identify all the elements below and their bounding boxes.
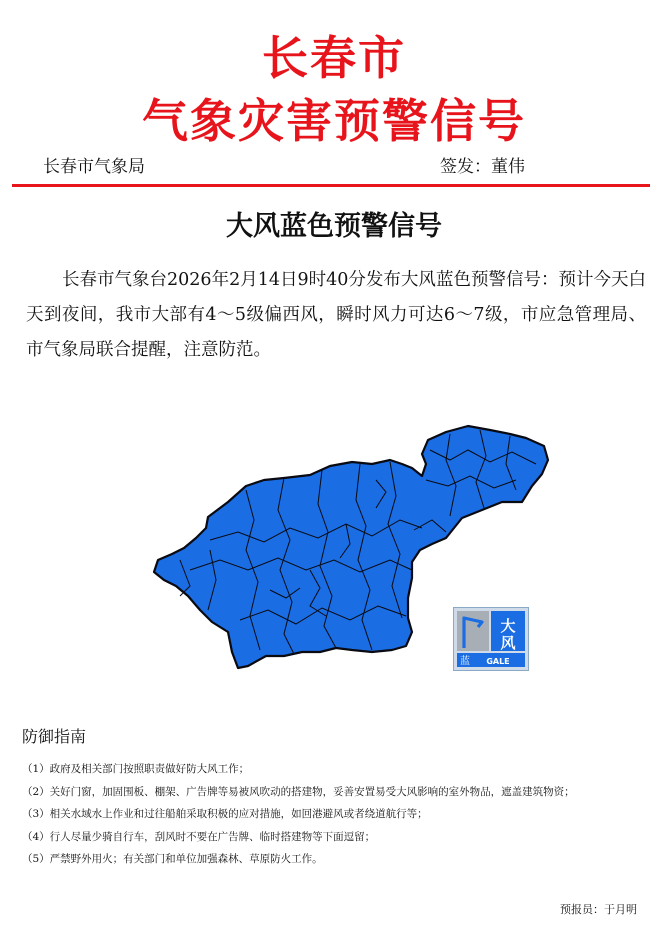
badge-color-label: 蓝 <box>460 656 470 667</box>
title-document-type: 气象灾害预警信号 <box>142 94 526 148</box>
badge-label-big-part1: 大 <box>500 617 516 635</box>
title-city: 长春市 <box>262 31 406 85</box>
warning-badge <box>453 607 529 671</box>
guide-item: （5）严禁野外用火；有关部门和单位加强森林、草原防火工作。 <box>22 853 323 865</box>
guide-item: （3）相关水域水上作业和过往船舶采取积极的应对措施，如回港避风或者绕道航行等； <box>22 808 428 820</box>
signer: 签发：董伟 <box>440 157 525 177</box>
guide-item: （1）政府及相关部门按照职责做好防大风工作； <box>22 763 250 775</box>
warning-heading: 大风蓝色预警信号 <box>226 211 442 242</box>
badge-graphic <box>454 608 528 670</box>
header-divider <box>12 184 650 187</box>
guide-item: （4）行人尽量少骑自行车，刮风时不要在广告牌、临时搭建物等下面逗留； <box>22 830 376 843</box>
guide-list <box>22 758 652 871</box>
guide-item: （2）关好门窗，加固围板、棚架、广告牌等易被风吹动的搭建物，妥善安置易受大风影响的室外物品，遮盖建筑物资； <box>22 785 575 798</box>
issuing-bureau: 长春市气象局 <box>43 157 145 177</box>
guide-title: 防御指南 <box>22 727 87 746</box>
badge-icon-panel <box>457 611 489 651</box>
warning-body: 长春市气象台2026年2月14日9时40分发布大风蓝色预警信号：预计今天白天到夜间，我市大部有4～5级偏西风，瞬时风力可达6～7级，市应急管理局、市气象局联合提醒，注意防范。 <box>26 270 646 360</box>
badge-english-label: GALE <box>486 657 510 666</box>
forecaster: 预报员：于月明 <box>560 903 637 916</box>
badge-label-big-part2: 风 <box>500 634 516 652</box>
